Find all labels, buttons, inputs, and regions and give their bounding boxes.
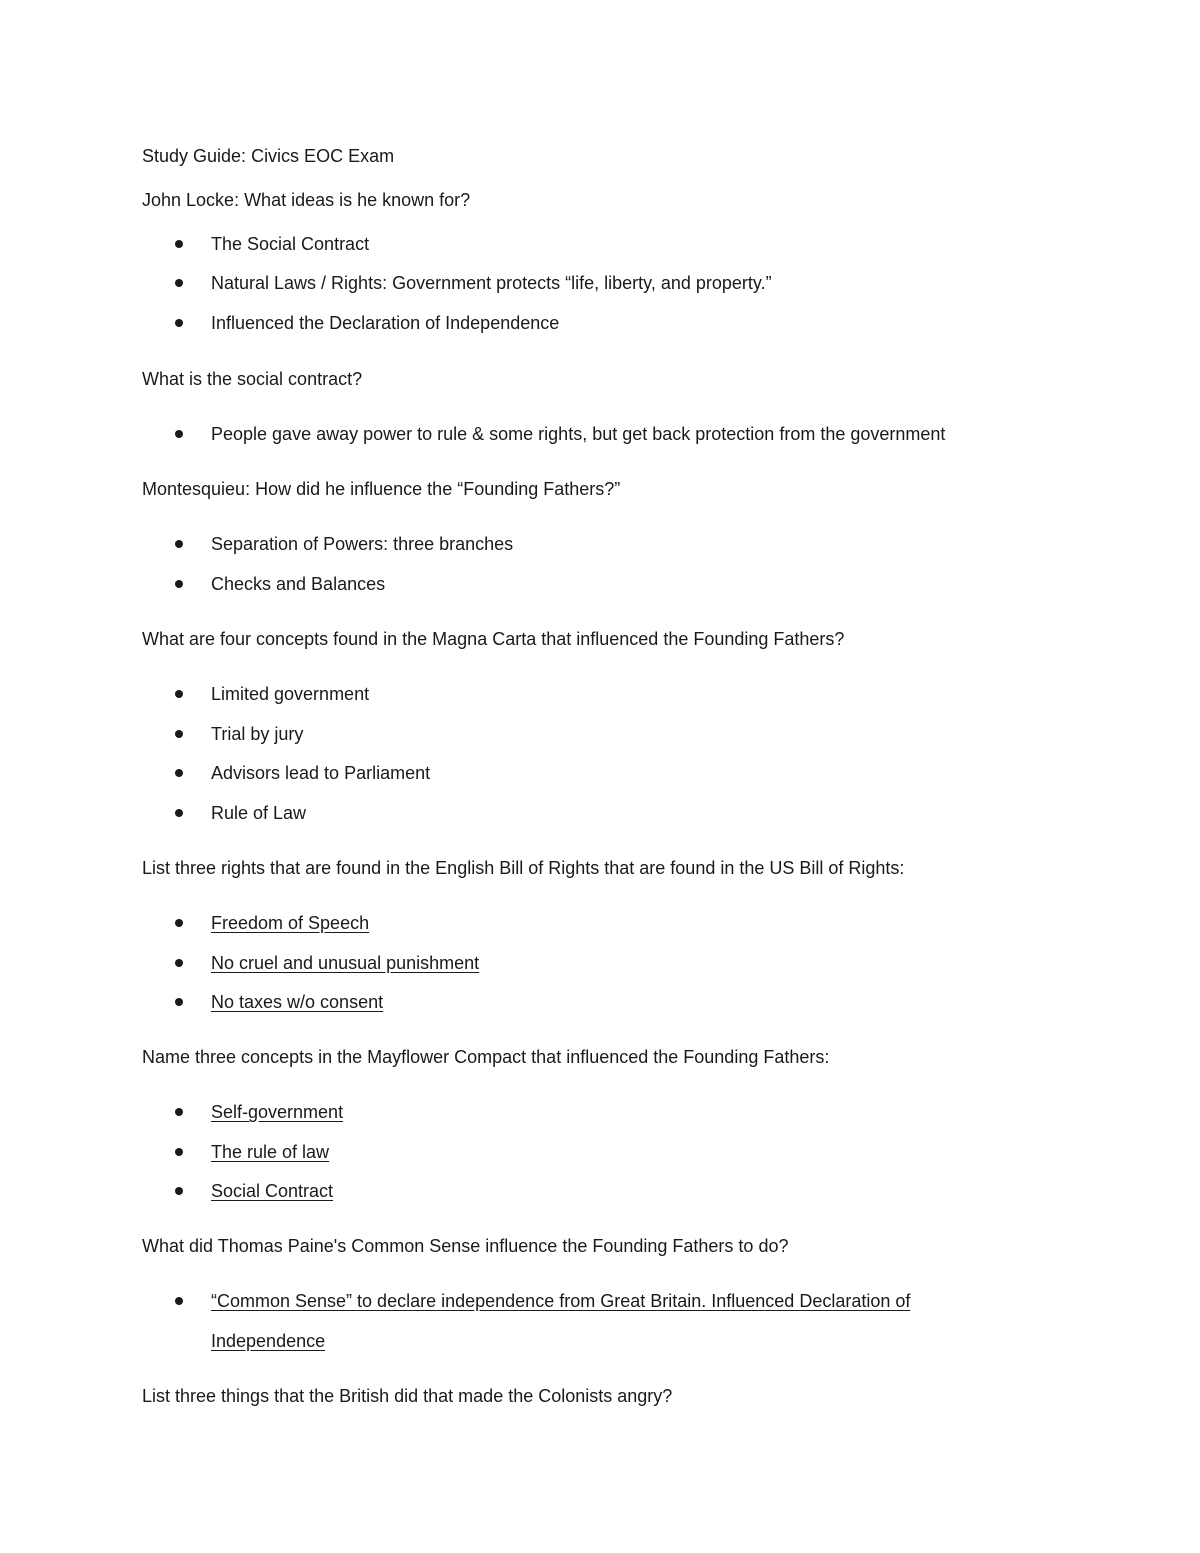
- bullet-icon: [175, 959, 183, 967]
- question-locke: John Locke: What ideas is he known for?: [142, 190, 471, 210]
- list-item: Freedom of Speech: [211, 913, 370, 933]
- bullet-icon: [175, 730, 183, 738]
- question-magna-carta: What are four concepts found in the Magna Carta that influenced the Founding Fathers?: [142, 629, 845, 649]
- list-item: Influenced the Declaration of Independence: [211, 313, 560, 333]
- bullet-icon: [175, 1187, 183, 1195]
- list-item: No cruel and unusual punishment: [211, 953, 480, 973]
- bullet-icon: [175, 1148, 183, 1156]
- bullet-icon: [175, 769, 183, 777]
- list-item: The rule of law: [211, 1142, 330, 1162]
- list-item: Limited government: [211, 684, 370, 704]
- list-item: Natural Laws / Rights: Government protects “life, liberty, and property.”: [211, 273, 772, 293]
- list-item-continuation: Independence: [211, 1331, 326, 1351]
- bullet-icon: [175, 998, 183, 1006]
- page-title: Study Guide: Civics EOC Exam: [142, 146, 395, 166]
- list-item: Advisors lead to Parliament: [211, 763, 431, 783]
- bullet-icon: [175, 279, 183, 287]
- question-british-actions: List three things that the British did that made the Colonists angry?: [142, 1386, 673, 1406]
- question-bill-of-rights: List three rights that are found in the English Bill of Rights that are found in the US Bill of Rights:: [142, 858, 905, 878]
- question-montesquieu: Montesquieu: How did he influence the “Founding Fathers?”: [142, 479, 621, 499]
- bullet-icon: [175, 430, 183, 438]
- bullet-icon: [175, 580, 183, 588]
- list-item: The Social Contract: [211, 234, 370, 254]
- bullet-icon: [175, 690, 183, 698]
- bullet-icon: [175, 1108, 183, 1116]
- question-thomas-paine: What did Thomas Paine's Common Sense influence the Founding Fathers to do?: [142, 1236, 789, 1256]
- list-item: Social Contract: [211, 1181, 334, 1201]
- bullet-icon: [175, 540, 183, 548]
- bullet-icon: [175, 919, 183, 927]
- list-item: Checks and Balances: [211, 574, 386, 594]
- bullet-icon: [175, 240, 183, 248]
- bullet-icon: [175, 809, 183, 817]
- list-item: Self-government: [211, 1102, 344, 1122]
- list-item: People gave away power to rule & some rights, but get back protection from the government: [211, 424, 946, 444]
- question-mayflower: Name three concepts in the Mayflower Compact that influenced the Founding Fathers:: [142, 1047, 830, 1067]
- list-item: Rule of Law: [211, 803, 307, 823]
- list-item: “Common Sense” to declare independence from Great Britain. Influenced Declaration of: [211, 1291, 911, 1311]
- question-social-contract: What is the social contract?: [142, 369, 363, 389]
- bullet-icon: [175, 319, 183, 327]
- list-item: No taxes w/o consent: [211, 992, 384, 1012]
- list-item: Separation of Powers: three branches: [211, 534, 514, 554]
- bullet-icon: [175, 1297, 183, 1305]
- list-item: Trial by jury: [211, 724, 304, 744]
